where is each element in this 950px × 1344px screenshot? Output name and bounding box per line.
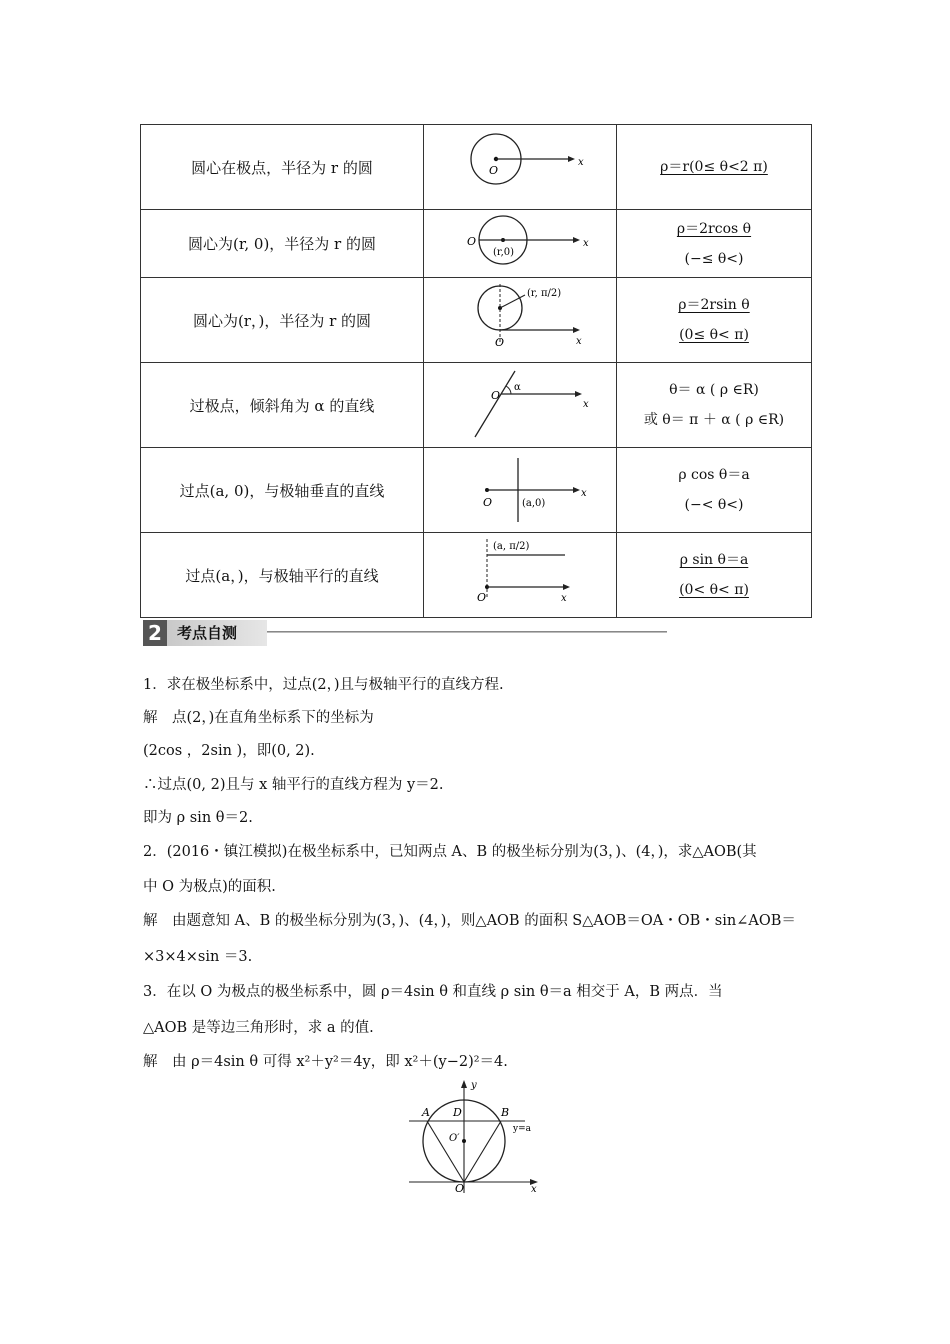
row-description: 过点(a, 0)，与极轴垂直的直线 <box>141 448 424 533</box>
axis-x-label: x <box>531 1184 537 1195</box>
row-description: 过点(a，)，与极轴平行的直线 <box>141 533 424 618</box>
solution-line: ∴过点(0, 2)且与 x 轴平行的直线方程为 y＝2. <box>143 777 444 793</box>
table-row <box>141 278 812 363</box>
section-number: 2 <box>143 620 167 646</box>
axis-x-label: x <box>583 237 589 249</box>
table-row <box>141 125 812 210</box>
equation-range: (0≤ θ< π) <box>679 327 749 343</box>
origin-label: O <box>483 496 493 509</box>
origin-label: O <box>455 1182 465 1195</box>
polar-equation <box>617 278 812 363</box>
point-label: (a, π/2) <box>493 541 530 552</box>
equation-alt: 或 θ＝ π ＋ α ( ρ ∈R) <box>643 412 785 428</box>
polar-equation <box>617 210 812 278</box>
point-label: (a,0) <box>522 498 546 509</box>
origin-label: O <box>477 591 487 604</box>
axis-x-label: x <box>581 488 587 499</box>
polar-equation <box>617 533 812 618</box>
row-description: 过极点，倾斜角为 α 的直线 <box>141 363 424 448</box>
section-rule <box>267 631 667 633</box>
point-label: (r, π/2) <box>527 288 562 299</box>
equation-range: (0< θ< π) <box>679 582 749 598</box>
solution-line: 解 由题意知 A、B 的极坐标分别为(3，)、(4，)，则△AOB 的面积 S△AOB＝OA・OB・sin∠AOB＝ <box>143 913 796 929</box>
problem-3: 3．在以 O 为极点的极坐标系中，圆 ρ＝4sin θ 和直线 ρ sin θ＝a 相交于 A，B 两点．当 <box>143 984 723 1000</box>
row-description: 圆心为(r，)，半径为 r 的圆 <box>141 278 424 363</box>
circle-center-r-pi2-figure <box>424 278 617 363</box>
table-row <box>141 533 812 618</box>
section-title: 考点自测 <box>167 620 267 646</box>
center-label: (r,0) <box>493 246 515 258</box>
solution-line: 即为 ρ sin θ＝2. <box>143 810 253 826</box>
axis-x-label: x <box>576 336 582 347</box>
equation-line: ρ cos θ＝a <box>678 467 750 483</box>
point-d-label: D <box>453 1106 462 1119</box>
line-through-pole-figure <box>424 363 617 448</box>
axis-x-label: x <box>578 157 584 168</box>
equation-line: ρ＝2rcos θ <box>676 220 752 237</box>
origin-label: O <box>491 389 501 402</box>
point-a-label: A <box>422 1106 430 1119</box>
equation-line: θ＝ α ( ρ ∈R) <box>669 382 759 398</box>
section-header <box>143 620 528 646</box>
circle-at-pole-figure <box>424 125 617 210</box>
point-b-label: B <box>501 1106 510 1119</box>
equation-range: (−≤ θ<) <box>684 250 744 267</box>
origin-label: O <box>467 234 477 248</box>
line-parallel-figure <box>424 533 617 618</box>
equation-line: ρ＝r(0≤ θ<2 π) <box>660 159 768 175</box>
equilateral-triangle-diagram <box>405 1078 550 1198</box>
origin-label: O <box>495 336 505 349</box>
row-description: 圆心在极点，半径为 r 的圆 <box>141 125 424 210</box>
center-label: O′ <box>449 1133 460 1144</box>
angle-label: α <box>514 382 521 393</box>
equation-line: ρ sin θ＝a <box>679 552 749 568</box>
problem-2-cont: 中 O 为极点)的面积. <box>143 879 276 895</box>
problem-1: 1．求在极坐标系中，过点(2，)且与极轴平行的直线方程. <box>143 677 504 693</box>
solution-line: (2cos ，2sin )，即(0, 2). <box>143 743 315 759</box>
solution-line: 解 点(2，)在直角坐标系下的坐标为 <box>143 710 374 726</box>
problem-2: 2．(2016・镇江模拟)在极坐标系中，已知两点 A、B 的极坐标分别为(3，)、(4，)，求△AOB(其 <box>143 844 757 860</box>
solution-line: ×3×4×sin ＝3. <box>143 949 253 965</box>
row-description: 圆心为(r, 0)，半径为 r 的圆 <box>141 210 424 278</box>
axis-x-label: x <box>561 593 567 604</box>
axis-x-label: x <box>583 399 589 410</box>
origin-label: O <box>489 164 499 177</box>
line-label: y=a <box>513 1124 531 1134</box>
line-perpendicular-figure <box>424 448 617 533</box>
equation-range: (−< θ<) <box>684 497 744 513</box>
polar-equation-table <box>140 124 812 618</box>
table-row <box>141 448 812 533</box>
problem-3-cont: △AOB 是等边三角形时，求 a 的值. <box>143 1020 374 1036</box>
polar-equation <box>617 448 812 533</box>
polar-equation <box>617 125 812 210</box>
polar-equation <box>617 363 812 448</box>
solution-line: 解 由 ρ＝4sin θ 可得 x²＋y²＝4y，即 x²＋(y−2)²＝4. <box>143 1054 508 1070</box>
axis-y-label: y <box>471 1080 477 1091</box>
circle-center-r0-figure <box>424 210 617 278</box>
table-row <box>141 210 812 278</box>
table-row <box>141 363 812 448</box>
equation-line: ρ＝2rsin θ <box>678 297 750 313</box>
